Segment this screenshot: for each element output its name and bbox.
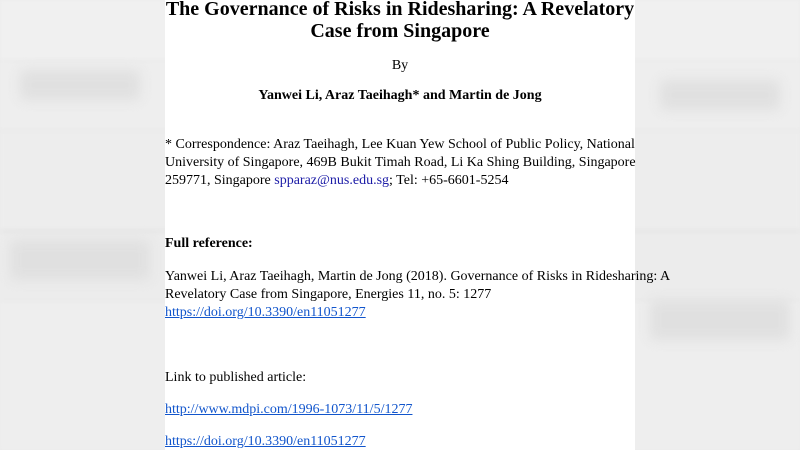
full-reference-line2: Revelatory Case from Singapore, Energies 11, no. 5: 1277 [165, 287, 492, 302]
correspondence-line3 [165, 173, 508, 189]
correspondence-line3-suffix: ; Tel: +65-6601-5254 [389, 173, 509, 188]
document-title-line2: Case from Singapore [310, 20, 490, 42]
document-title-line1: The Governance of Risks in Ridesharing: A Revelatory [165, 0, 635, 20]
blurred-background-block [20, 70, 140, 100]
correspondence-line2: University of Singapore, 469B Bukit Timah Road, Li Ka Shing Building, Singapore [165, 155, 636, 170]
document-page [165, 0, 671, 450]
correspondence-line3-prefix: 259771, Singapore [165, 173, 275, 188]
published-doi-link[interactable]: https://doi.org/10.3390/en11051277 [165, 434, 366, 449]
full-reference-line1: Yanwei Li, Araz Taeihagh, Martin de Jong (2018). Governance of Risks in Ridesharing: A [165, 269, 671, 284]
mdpi-link[interactable]: http://www.mdpi.com/1996-1073/11/5/1277 [165, 402, 413, 417]
blurred-background-block [650, 300, 790, 340]
authors: Yanwei Li, Araz Taeihagh* and Martin de Jong [258, 88, 542, 103]
published-article-heading: Link to published article: [165, 370, 307, 385]
blurred-background-block [660, 80, 780, 110]
email-link[interactable]: spparaz@nus.edu.sg [274, 173, 390, 188]
full-reference-heading: Full reference: [165, 236, 253, 251]
by-label: By [391, 58, 409, 73]
full-reference-doi-link[interactable]: https://doi.org/10.3390/en11051277 [165, 305, 366, 320]
correspondence-line1: * Correspondence: Araz Taeihagh, Lee Kuan Yew School of Public Policy, National [165, 137, 635, 152]
blurred-background-block [10, 240, 150, 280]
